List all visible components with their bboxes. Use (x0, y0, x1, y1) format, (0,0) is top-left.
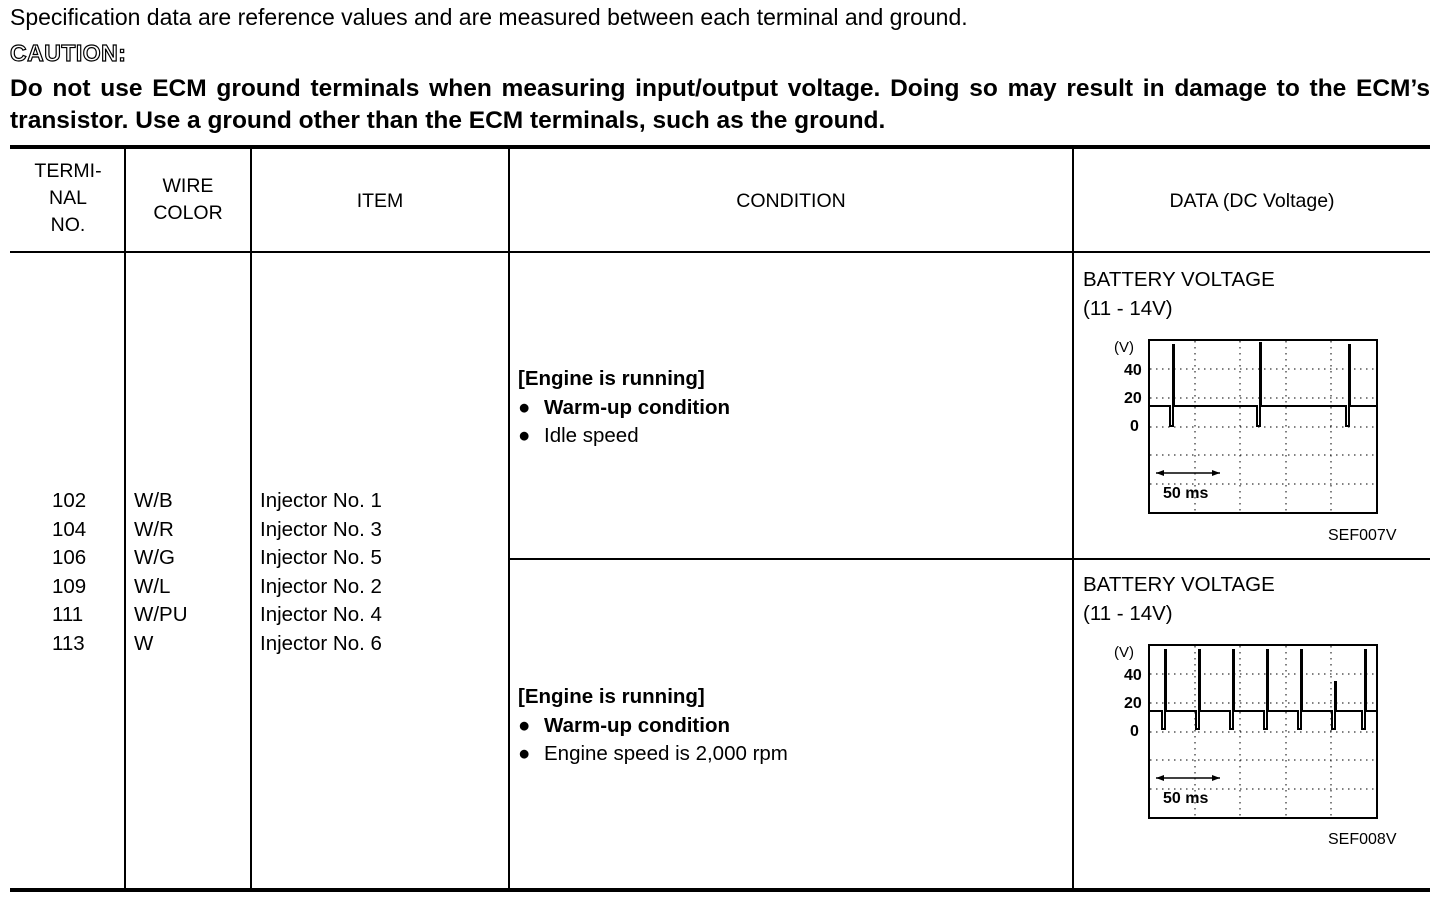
item: Injector No. 2 (260, 574, 382, 598)
wire-color: W (134, 631, 154, 655)
axis-unit: (V) (1114, 339, 1134, 356)
y-tick-20: 20 (1124, 390, 1142, 407)
header-item: ITEM (356, 190, 404, 212)
col-divider-1 (124, 148, 126, 889)
item: Injector No. 4 (260, 603, 382, 626)
bullet-icon: ● (518, 424, 531, 447)
data-label-1: BATTERY VOLTAGE (11 - 14V) (1083, 268, 1275, 320)
bullet-icon: ● (518, 395, 531, 419)
y-tick-20: 20 (1124, 695, 1142, 712)
header-data: DATA (DC Voltage) (1169, 190, 1335, 212)
table-top-rule (10, 145, 1430, 149)
wire-color-list (134, 487, 188, 658)
time-scale: 50 ms (1163, 485, 1209, 502)
y-tick-0: 0 (1130, 723, 1139, 740)
time-scale: 50 ms (1163, 790, 1209, 807)
y-tick-0: 0 (1130, 418, 1139, 435)
table-header-rule (10, 251, 1430, 253)
wire-color: W/L (134, 574, 171, 598)
wire-color: W/R (134, 517, 174, 541)
condition-bullet: Engine speed is 2,000 rpm (544, 742, 788, 765)
col-divider-3 (508, 148, 510, 889)
condition-2 (518, 683, 788, 769)
condition-title: [Engine is running] (518, 367, 705, 390)
caution-title: CAUTION: (10, 40, 127, 66)
item: Injector No. 1 (260, 489, 382, 512)
terminal-no: 109 (52, 574, 87, 598)
row-divider (509, 558, 1430, 560)
col-divider-4 (1072, 148, 1074, 889)
y-tick-40: 40 (1124, 362, 1142, 379)
oscilloscope-waveform-2 (1100, 638, 1390, 823)
wire-color: W/G (134, 546, 175, 569)
item: Injector No. 3 (260, 517, 382, 541)
col-divider-2 (250, 148, 252, 889)
terminal-list (52, 487, 86, 658)
terminal-no: 113 (52, 631, 85, 655)
condition-bullet: Warm-up condition (544, 395, 730, 419)
intro-text: Specification data are reference values and are measured between each terminal and ground. (10, 4, 968, 30)
wire-color: W/B (134, 489, 173, 512)
figure-code-2: SEF008V (1328, 831, 1397, 848)
item-list (260, 487, 382, 658)
header-wire-color: WIRE COLOR (153, 175, 223, 224)
terminal-no: 111 (52, 603, 84, 626)
figure-code-1: SEF007V (1328, 527, 1397, 544)
header-terminal-no: TERMI- NAL NO. (34, 160, 102, 236)
condition-1 (518, 365, 730, 451)
caution-body: Do not use ECM ground terminals when measuring input/output voltage. Doing so may result in damage to the ECM’s transistor. Use a ground other than the ECM terminals, such as the ground. (10, 75, 1430, 134)
oscilloscope-waveform-1 (1100, 333, 1390, 518)
condition-bullet: Idle speed (544, 424, 639, 447)
axis-unit: (V) (1114, 644, 1134, 661)
bullet-icon: ● (518, 742, 531, 765)
terminal-no: 104 (52, 517, 87, 541)
y-tick-40: 40 (1124, 667, 1142, 684)
condition-title: [Engine is running] (518, 685, 705, 708)
header-condition: CONDITION (736, 190, 846, 212)
terminal-no: 102 (52, 489, 87, 512)
terminal-no: 106 (52, 546, 87, 569)
item: Injector No. 5 (260, 546, 382, 569)
bullet-icon: ● (518, 713, 531, 737)
wire-color: W/PU (134, 603, 188, 626)
item: Injector No. 6 (260, 631, 382, 655)
data-label-2: BATTERY VOLTAGE (11 - 14V) (1083, 573, 1275, 625)
condition-bullet: Warm-up condition (544, 713, 730, 737)
table-bottom-rule (10, 888, 1430, 892)
